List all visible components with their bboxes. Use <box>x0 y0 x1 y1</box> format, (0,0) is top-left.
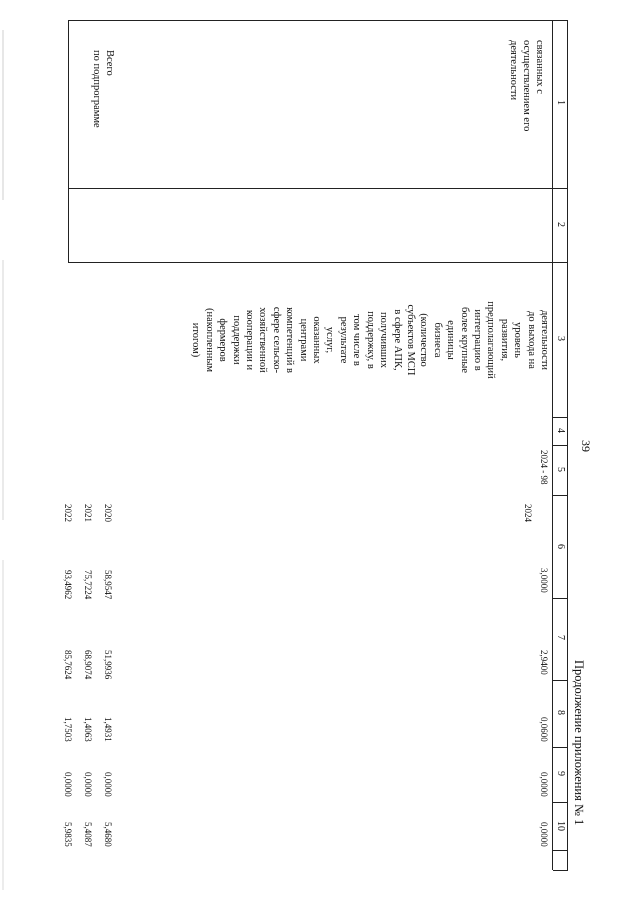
col-header-2: 2 <box>555 222 566 227</box>
col3-line: уровень <box>512 322 524 358</box>
col3-line: предполагающий <box>485 301 497 379</box>
col-divider-9 <box>553 802 568 803</box>
col3-line: оказанных <box>311 316 323 364</box>
total-row-3-c8: 1,7503 <box>63 717 73 742</box>
total-row-2-c9: 0,0000 <box>83 772 93 797</box>
col3-line: развития, <box>498 318 510 362</box>
total-row-1-c8: 1,4931 <box>103 717 113 742</box>
col-header-10: 10 <box>555 821 566 831</box>
row1-col5: 2024 - 98 <box>539 450 549 485</box>
row1-col7: 2,9400 <box>539 650 549 675</box>
col3-line: результате <box>337 316 349 364</box>
col3-text <box>189 270 551 410</box>
row1-col8: 0,0600 <box>539 717 549 742</box>
total-row-3-year: 2022 <box>63 504 73 522</box>
col-header-3: 3 <box>555 336 566 341</box>
total-row-1-c10: 5,4680 <box>103 822 113 847</box>
col3-line: итогом) <box>190 322 202 358</box>
total-label-line: Всего <box>104 50 115 76</box>
col-header-1: 1 <box>555 100 566 105</box>
total-label <box>90 50 116 128</box>
total-row-3-c6: 93,4962 <box>63 570 73 600</box>
row1-col6-value: 3,0000 <box>539 568 549 593</box>
col3-line: услуг, <box>324 326 336 354</box>
total-row-3-c7: 85,7624 <box>63 650 73 680</box>
col3-line: кооперации и <box>244 309 256 371</box>
col-divider-8 <box>553 747 568 748</box>
col-divider-7 <box>553 680 568 681</box>
col3-line: том числе в <box>351 314 363 366</box>
total-row-2-c10: 5,4087 <box>83 822 93 847</box>
col1-line: осуществлением его <box>521 40 532 132</box>
col3-line: компетенций в <box>284 307 296 373</box>
col-header-8: 8 <box>555 710 566 715</box>
col3-line: до выхода на <box>525 311 537 369</box>
total-row-2-c8: 1,4063 <box>83 717 93 742</box>
col-divider-5 <box>553 495 568 496</box>
col-header-6: 6 <box>555 544 566 549</box>
col-header-9: 9 <box>555 771 566 776</box>
col3-line: деятельности <box>539 309 550 371</box>
col3-line: центрами <box>297 318 309 362</box>
col3-line: интеграцию в <box>471 309 483 371</box>
col3-line: (количество <box>418 313 430 367</box>
total-row-3-c10: 5,9835 <box>63 822 73 847</box>
row1-col9: 0,0000 <box>539 772 549 797</box>
col3-line: хозяйственной <box>257 307 269 373</box>
total-row-2-c7: 68,9074 <box>83 650 93 680</box>
continuation-title: Продолжение приложения № 1 <box>572 660 586 826</box>
col1-text <box>507 40 546 131</box>
total-row-2-year: 2021 <box>83 504 93 522</box>
col-divider-10 <box>553 850 568 851</box>
table-right-border <box>553 870 568 871</box>
page-number: 39 <box>579 440 593 452</box>
col3-line: фермеров <box>217 318 229 362</box>
total-row-2-c6: 75,7224 <box>83 570 93 600</box>
col3-line: получивших <box>378 311 390 369</box>
col3-line: единицы <box>445 320 457 360</box>
col3-line: бизнеса <box>431 322 443 358</box>
col-divider-1 <box>68 188 568 189</box>
total-row-1-c9: 0,0000 <box>103 772 113 797</box>
col1-line: связанных с <box>534 40 545 94</box>
row1-col10: 0,0000 <box>539 822 549 847</box>
col3-line: субъектов МСП <box>404 304 416 376</box>
total-row-1-year: 2020 <box>103 504 113 522</box>
col3-line: сфере сельско- <box>270 306 282 374</box>
table-bottom-border <box>68 20 69 262</box>
total-row-1-c6: 58,9547 <box>103 570 113 600</box>
col3-line: более крупные <box>458 306 470 374</box>
total-label-line: по подпрограмме <box>91 50 102 128</box>
col3-line: (накопленным <box>203 307 215 373</box>
row1-col6-year: 2024 <box>523 504 533 522</box>
col-divider-4 <box>553 445 568 446</box>
col-divider-6 <box>553 598 568 599</box>
col-divider-2 <box>68 262 568 263</box>
col-header-4: 4 <box>555 428 566 433</box>
col3-line: в сфере АПК, <box>391 309 403 371</box>
col1-line: деятельности <box>508 40 519 101</box>
total-row-1-c7: 51,9936 <box>103 650 113 680</box>
total-row-3-c9: 0,0000 <box>63 772 73 797</box>
col-header-7: 7 <box>555 635 566 640</box>
col-header-5: 5 <box>555 467 566 472</box>
col-divider-3 <box>553 417 568 418</box>
col3-line: поддержки <box>230 315 242 365</box>
col3-line: поддержку, в <box>364 311 376 369</box>
rotated-page <box>63 20 595 870</box>
table-left-border <box>68 20 568 21</box>
